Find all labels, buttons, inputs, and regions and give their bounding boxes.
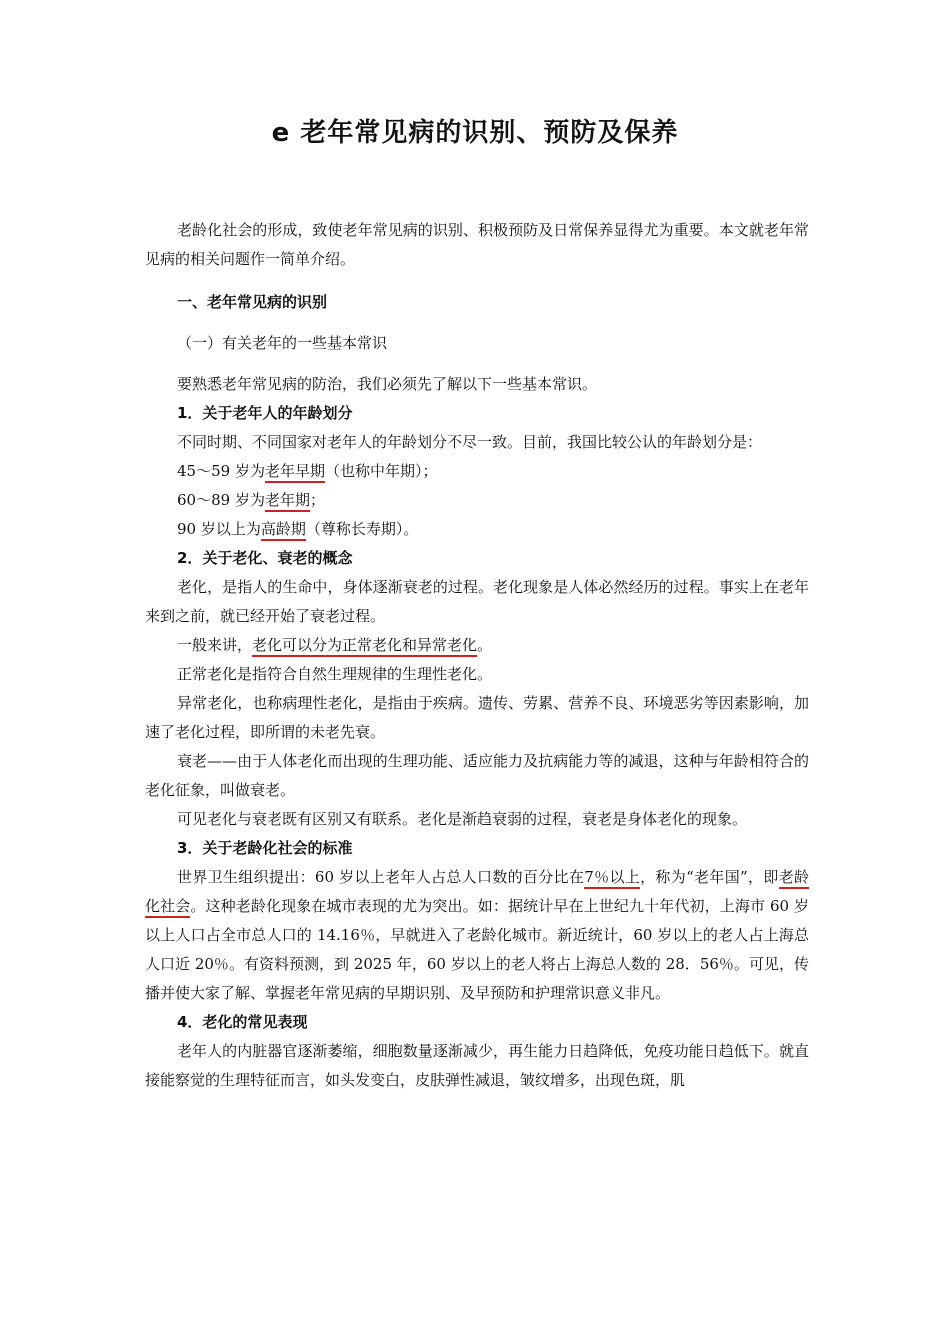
age-line-advanced (145, 515, 809, 544)
aging-paragraph-2-post: 。 (477, 636, 493, 654)
aging-signs-paragraph: 老年人的内脏器官逐渐萎缩，细胞数量逐渐减少，再生能力日趋降低，免疫功能日趋低下。就直接能察觉的生理特征而言，如头发变白，皮肤弹性减退，皱纹增多，出现色斑，肌 (145, 1042, 809, 1089)
intro-paragraph: 老龄化社会的形成，致使老年常见病的识别、积极预防及日常保养显得尤为重要。本文就老年常见病的相关问题作一简单介绍。 (145, 221, 809, 268)
aging-society-mid: ，称为“老年国”，即 (640, 868, 779, 886)
document-title: e 老年常见病的识别、预防及保养 (271, 118, 679, 148)
aging-paragraph-4: 异常老化，也称病理性老化，是指由于疾病。遗传、劳累、营养不良、环境恶劣等因素影响，加速了老化过程，即所谓的未老先衰。 (145, 694, 809, 741)
age-line-elderly (145, 486, 809, 515)
highlight-seven-percent: 7％以上 (584, 868, 640, 889)
highlight-aging-society: 老龄化社会 (145, 868, 809, 918)
aging-paragraph-2-pre: 一般来讲， (177, 636, 253, 654)
age-line-elderly-post: ； (309, 491, 325, 509)
age-line-advanced-post: （尊称长寿期）。 (305, 520, 419, 538)
aging-paragraph-3: 正常老化是指符合自然生理规律的生理性老化。 (177, 665, 493, 683)
aging-paragraph-1: 老化，是指人的生命中，身体逐渐衰老的过程。老化现象是人体必然经历的过程。事实上在老年来到之前，就已经开始了衰老过程。 (145, 578, 809, 625)
age-line-elderly-pre: 60～89 岁为 (177, 491, 265, 509)
section-heading-1: 一、老年常见病的识别 (177, 293, 328, 311)
age-line-early-pre: 45～59 岁为 (177, 462, 265, 480)
aging-paragraph-2 (145, 631, 809, 660)
highlight-early-elderly: 老年早期 (265, 462, 325, 483)
item-heading-3: 3．关于老龄化社会的标准 (177, 839, 353, 857)
highlight-elderly: 老年期 (265, 491, 310, 512)
aging-society-pre: 世界卫生组织提出：60 岁以上老年人占总人口数的百分比在 (177, 868, 585, 886)
age-line-advanced-pre: 90 岁以上为 (177, 520, 261, 538)
item-heading-1: 1．关于老年人的年龄划分 (177, 404, 353, 422)
age-line-early-post: （也称中年期）； (324, 462, 438, 480)
aging-society-paragraph (145, 863, 809, 1008)
highlight-advanced-age: 高龄期 (261, 520, 306, 541)
aging-society-post: 。这种老龄化现象在城市表现的尤为突出。如：据统计早在上世纪九十年代初，上海市 60 岁以上人口占全市总人口的 14.16％，早就进入了老龄化城市。新近统计，60 岁以上的老人占上海总人口近 20％。有资料预测，到 2025 年，60 岁以上的老人将占上海总人数的 28．56％。可见，传播并使大家了解、掌握老年常见病的早期识别、及早预防和护理常识意义非凡。 (145, 897, 809, 1002)
subsection-lead: 要熟悉老年常见病的防治，我们必须先了解以下一些基本常识。 (177, 375, 598, 393)
item-heading-2: 2．关于老化、衰老的概念 (177, 549, 353, 567)
highlight-aging-types: 老化可以分为正常老化和异常老化 (252, 636, 477, 657)
subsection-heading-1: （一）有关老年的一些基本常识 (177, 334, 388, 352)
document-body (145, 216, 809, 1095)
age-line-early (145, 457, 809, 486)
item-heading-4: 4．老化的常见表现 (177, 1013, 308, 1031)
age-division-paragraph: 不同时期、不同国家对老年人的年龄划分不尽一致。目前，我国比较公认的年龄划分是： (177, 433, 763, 451)
aging-paragraph-5: 衰老——由于人体老化而出现的生理功能、适应能力及抗病能力等的减退，这种与年龄相符合的老化征象，叫做衰老。 (145, 752, 809, 799)
aging-paragraph-6: 可见老化与衰老既有区别又有联系。老化是渐趋衰弱的过程，衰老是身体老化的现象。 (177, 810, 748, 828)
